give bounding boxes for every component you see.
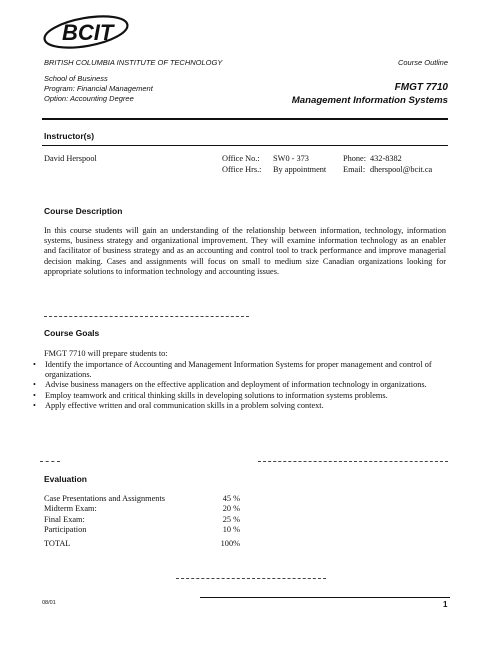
header-divider <box>42 118 448 120</box>
goals-heading: Course Goals <box>44 328 100 338</box>
logo-text: BCIT <box>62 20 114 45</box>
office-no-label: Office No.: <box>222 154 260 163</box>
office-no-value: SW0 - 373 <box>273 154 309 163</box>
footer-date: 08/01 <box>42 600 56 606</box>
goals-intro: FMGT 7710 will prepare students to: <box>44 349 168 358</box>
goal-item: • Employ teamwork and critical thinking skills in developing solutions to information systems problems. <box>30 391 448 401</box>
goals-divider-right <box>258 461 448 462</box>
evaluation-row <box>44 515 240 525</box>
email-label: Email: <box>343 165 366 174</box>
evaluation-row <box>44 536 240 549</box>
page-number: 1 <box>443 600 448 609</box>
evaluation-value: 45 % <box>222 494 240 503</box>
footer-divider <box>200 597 450 598</box>
goal-item: • Apply effective written and oral communication skills in a problem solving context. <box>30 401 448 411</box>
document-type: Course Outline <box>397 58 448 67</box>
goal-item: • Identify the importance of Accounting and Management Information Systems for proper management and control of organizations. <box>30 360 448 380</box>
evaluation-row <box>44 504 240 514</box>
evaluation-table <box>44 494 240 549</box>
evaluation-label: Case Presentations and Assignments <box>44 494 165 503</box>
evaluation-heading: Evaluation <box>44 474 87 484</box>
evaluation-row <box>44 494 240 504</box>
evaluation-label: Midterm Exam: <box>44 504 97 514</box>
goals-divider-left <box>40 461 60 462</box>
instructor-name: David Herspool <box>44 154 97 163</box>
evaluation-value: 100% <box>220 538 240 548</box>
office-hrs-value: By appointment <box>273 165 327 174</box>
evaluation-label: Participation <box>44 525 87 535</box>
option-name: Option: Accounting Degree <box>44 94 134 103</box>
institute-name: BRITISH COLUMBIA INSTITUTE OF TECHNOLOGY <box>44 58 223 67</box>
evaluation-value: 25 % <box>222 514 240 524</box>
description-heading: Course Description <box>44 206 123 216</box>
bcit-logo <box>40 8 132 56</box>
evaluation-label: TOTAL <box>44 538 71 548</box>
phone-label: Phone: <box>343 154 367 163</box>
evaluation-divider <box>176 578 326 579</box>
goals-list <box>30 360 448 411</box>
evaluation-value: 10 % <box>222 525 240 535</box>
office-hrs-label: Office Hrs.: <box>222 165 262 174</box>
evaluation-label: Final Exam: <box>44 514 85 524</box>
evaluation-value: 20 % <box>222 504 240 514</box>
course-code: FMGT 7710 <box>394 82 448 93</box>
course-title: Management Information Systems <box>291 95 448 106</box>
evaluation-row <box>44 525 240 535</box>
email-value: dherspool@bcit.ca <box>370 165 433 174</box>
goal-item: • Advise business managers on the effective application and deployment of information technology in organizations. <box>30 380 448 390</box>
description-divider <box>44 316 249 317</box>
program-name: Program: Financial Management <box>44 84 153 93</box>
description-text: In this course students will gain an understanding of the relationship between information, technology, information systems, business strategy and organizational improvement. They will examine information technology as an enabler and facilitator of business strategy and as an accounting and control tool to track performance and improve managerial decision making. Cases and assignments will focus on small to medium size Canadian organizations looking for appropriate solutions to information technology and accounting issues. <box>44 226 446 276</box>
school-name: School of Business <box>44 74 108 83</box>
phone-value: 432-8382 <box>370 154 402 163</box>
instructor-divider <box>42 145 448 146</box>
instructor-heading: Instructor(s) <box>44 131 95 141</box>
